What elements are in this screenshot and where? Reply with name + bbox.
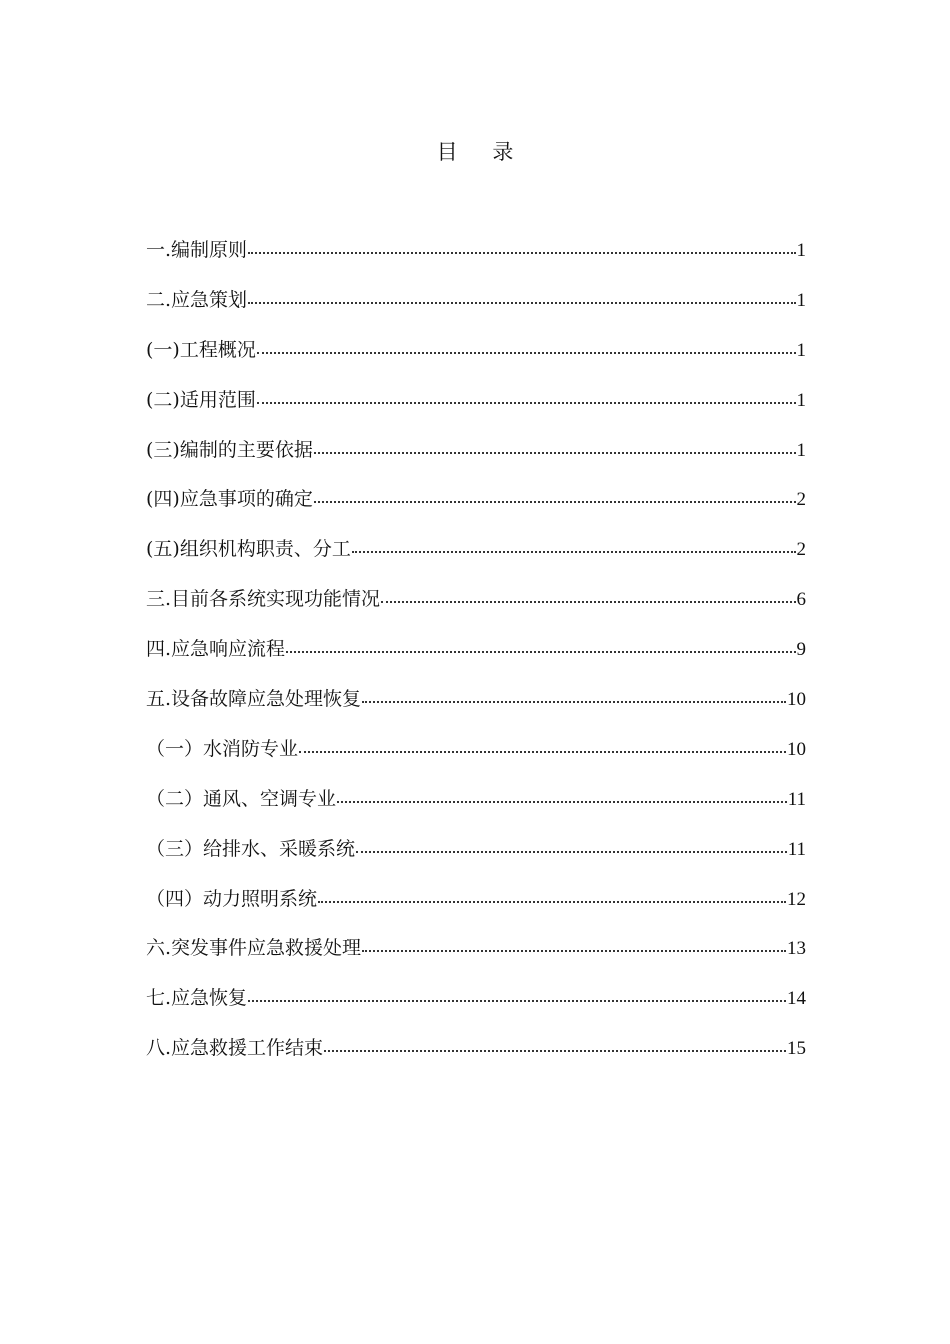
toc-entry[interactable]	[146, 334, 806, 384]
toc-entry-page: 11	[787, 838, 806, 860]
toc-entry-label: 三.目前各系统实现功能情况	[146, 588, 381, 611]
toc-entry-label: 八.应急救援工作结束	[146, 1037, 324, 1060]
toc-entry-label: (三)编制的主要依据	[146, 438, 313, 461]
toc-entry[interactable]	[146, 533, 806, 583]
toc-entry[interactable]	[146, 284, 806, 334]
toc-entry-page: 1	[796, 439, 806, 461]
toc-entry-label: （三）给排水、采暖系统	[146, 837, 356, 860]
toc-entry[interactable]	[146, 434, 806, 484]
toc-dot-leader	[352, 535, 796, 555]
toc-title: 目 录	[436, 140, 528, 164]
toc-entry[interactable]	[146, 982, 806, 1032]
toc-dot-leader	[314, 485, 796, 505]
toc-dot-leader	[314, 436, 796, 456]
toc-dot-leader	[248, 236, 795, 256]
toc-entry[interactable]	[146, 833, 806, 883]
toc-dot-leader	[381, 585, 795, 605]
toc-dot-leader	[324, 1034, 786, 1054]
toc-entry-page: 15	[787, 1038, 806, 1060]
toc-dot-leader	[248, 286, 795, 306]
toc-entry-page: 13	[787, 938, 806, 960]
toc-entry-page: 9	[796, 639, 806, 661]
toc-entry-page: 10	[787, 689, 806, 711]
toc-entry-page: 1	[796, 240, 806, 261]
toc-entry[interactable]	[146, 1032, 806, 1082]
toc-entry-label: (一)工程概况	[146, 338, 256, 361]
toc-dot-leader	[257, 336, 796, 356]
toc-entry-label: 五.设备故障应急处理恢复	[146, 688, 362, 711]
toc-entry-page: 1	[796, 389, 806, 411]
toc-entry-page: 12	[787, 888, 806, 910]
toc-entry-label: （四）动力照明系统	[146, 887, 318, 910]
toc-dot-leader	[257, 386, 796, 406]
toc-dot-leader	[286, 635, 795, 655]
toc-dot-leader	[318, 885, 786, 905]
toc-entry-label: 二.应急策划	[146, 288, 248, 311]
toc-entry-page: 10	[787, 738, 806, 760]
toc-entry[interactable]	[146, 633, 806, 683]
toc-entry-label: (二)适用范围	[146, 388, 256, 411]
toc-entry-label: (四)应急事项的确定	[146, 488, 313, 511]
toc-entry[interactable]	[146, 234, 806, 284]
toc-entry-page: 1	[796, 339, 806, 361]
toc-entry-label: （二）通风、空调专业	[146, 787, 337, 810]
toc-entry[interactable]	[146, 883, 806, 933]
toc-dot-leader	[248, 984, 786, 1004]
toc-entry[interactable]	[146, 384, 806, 434]
toc-entry-label: 七.应急恢复	[146, 987, 248, 1010]
toc-entry[interactable]	[146, 483, 806, 533]
toc-entry-page: 11	[787, 788, 806, 810]
toc-entry-page: 14	[787, 988, 806, 1010]
toc-entry-label: (五)组织机构职责、分工	[146, 538, 351, 561]
table-of-contents	[146, 234, 806, 1082]
toc-entry-label: （一）水消防专业	[146, 737, 299, 760]
toc-entry[interactable]	[146, 932, 806, 982]
toc-entry-label: 一.编制原则	[146, 239, 248, 261]
toc-entry-page: 2	[796, 489, 806, 511]
toc-entry-page: 1	[796, 289, 806, 311]
toc-entry[interactable]	[146, 683, 806, 733]
toc-entry[interactable]	[146, 733, 806, 783]
toc-entry[interactable]	[146, 583, 806, 633]
toc-dot-leader	[299, 735, 786, 755]
toc-dot-leader	[356, 835, 787, 855]
toc-entry-page: 2	[796, 539, 806, 561]
toc-entry[interactable]	[146, 783, 806, 833]
toc-entry-label: 四.应急响应流程	[146, 638, 286, 661]
toc-entry-page: 6	[796, 589, 806, 611]
toc-dot-leader	[362, 685, 786, 705]
toc-dot-leader	[337, 785, 787, 805]
toc-dot-leader	[362, 934, 786, 954]
toc-entry-label: 六.突发事件应急救援处理	[146, 937, 362, 960]
